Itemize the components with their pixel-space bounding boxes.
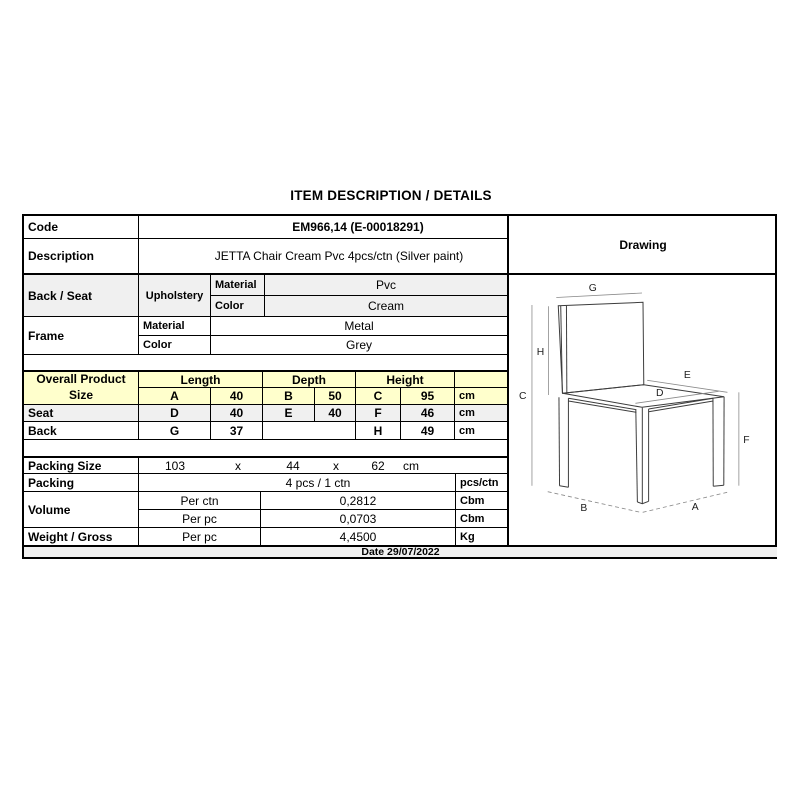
seat-height-key: F xyxy=(355,404,400,421)
back-seat-material-label: Material xyxy=(210,273,264,295)
dim-line-D xyxy=(635,391,718,403)
volume-per-ctn-label: Per ctn xyxy=(138,491,260,509)
back-seat-color-label: Color xyxy=(210,295,264,316)
volume-per-pc-unit: Cbm xyxy=(455,509,507,527)
unit-header-empty xyxy=(454,370,507,387)
back-height-key: H xyxy=(355,421,400,439)
volume-per-pc-label: Per pc xyxy=(138,509,260,527)
packing-unit: pcs/ctn xyxy=(455,473,507,491)
length-header: Length xyxy=(138,370,262,387)
item-details-table xyxy=(22,214,777,559)
seat-length-value: 40 xyxy=(210,404,262,421)
back-row-label: Back xyxy=(24,421,138,439)
overall-height-key: C xyxy=(355,387,400,404)
packing-size-label: Packing Size xyxy=(24,456,138,473)
volume-label: Volume xyxy=(24,491,138,527)
overall-length-key: A xyxy=(138,387,210,404)
date-row: Date 29/07/2022 xyxy=(24,545,777,557)
overall-height-value: 95 xyxy=(400,387,454,404)
frame-color-label: Color xyxy=(138,335,210,354)
packing-size-part: 62 xyxy=(371,458,385,473)
dim-label-D: D xyxy=(656,387,664,400)
chair-drawing xyxy=(509,274,777,546)
weight-value: 4,4500 xyxy=(260,527,455,545)
packing-size-part: x xyxy=(333,458,339,473)
overall-unit: cm xyxy=(454,387,507,404)
spacer-row-1 xyxy=(24,354,507,370)
weight-per-label: Per pc xyxy=(138,527,260,545)
height-header: Height xyxy=(355,370,454,387)
dim-label-H: H xyxy=(536,346,545,359)
back-length-value: 37 xyxy=(210,421,262,439)
description-label: Description xyxy=(24,238,138,273)
dim-label-B: B xyxy=(580,502,588,515)
back-height-value: 49 xyxy=(400,421,454,439)
chair-outline xyxy=(558,302,724,503)
packing-size-part: 103 xyxy=(164,458,186,473)
spacer-row-2 xyxy=(24,439,507,456)
code-label: Code xyxy=(28,220,58,234)
volume-per-ctn-value: 0,2812 xyxy=(260,491,455,509)
packing-label: Packing xyxy=(24,473,138,491)
dim-line-G xyxy=(556,293,642,298)
dim-line-B xyxy=(548,492,641,513)
page-title: ITEM DESCRIPTION / DETAILS xyxy=(290,188,492,203)
volume-per-pc-value: 0,0703 xyxy=(260,509,455,527)
back-seat-label: Back / Seat xyxy=(24,273,138,316)
seat-depth-value: 40 xyxy=(314,404,355,421)
back-seat-material-value: Pvc xyxy=(264,273,507,295)
overall-size-label: Overall Product Size xyxy=(24,370,138,404)
back-seat-color-value: Cream xyxy=(264,295,507,316)
packing-size-part: cm xyxy=(403,458,419,473)
depth-header: Depth xyxy=(262,370,355,387)
weight-unit: Kg xyxy=(455,527,507,545)
back-length-key: G xyxy=(138,421,210,439)
dim-label-A: A xyxy=(691,501,699,514)
dim-line-A xyxy=(643,492,729,512)
frame-material-label: Material xyxy=(138,316,210,335)
dim-label-E: E xyxy=(683,369,691,382)
packing-size-part: 44 xyxy=(286,458,300,473)
upholstery-label: Upholstery xyxy=(138,273,210,316)
dim-label-C: C xyxy=(519,390,527,403)
seat-unit: cm xyxy=(454,404,507,421)
drawing-header: Drawing xyxy=(507,216,777,273)
dim-label-G: G xyxy=(588,282,597,295)
seat-length-key: D xyxy=(138,404,210,421)
back-depth-empty xyxy=(262,421,355,439)
seat-depth-key: E xyxy=(262,404,314,421)
seat-height-value: 46 xyxy=(400,404,454,421)
packing-value: 4 pcs / 1 ctn xyxy=(138,473,455,491)
packing-size-values xyxy=(138,456,507,473)
packing-size-part: x xyxy=(235,458,241,473)
volume-per-ctn-unit: Cbm xyxy=(455,491,507,509)
back-unit: cm xyxy=(454,421,507,439)
weight-label: Weight / Gross xyxy=(24,527,138,545)
overall-depth-key: B xyxy=(262,387,314,404)
overall-length-value: 40 xyxy=(210,387,262,404)
overall-depth-value: 50 xyxy=(314,387,355,404)
frame-label: Frame xyxy=(24,316,138,354)
seat-row-label: Seat xyxy=(24,404,138,421)
dimension-labels xyxy=(519,283,750,514)
dimension-lines xyxy=(532,293,739,515)
description-value: JETTA Chair Cream Pvc 4pcs/ctn (Silver paint) xyxy=(138,238,507,273)
code-value: EM966,14 (E-00018291) xyxy=(138,216,507,238)
frame-color-value: Grey xyxy=(210,335,507,354)
drawing-area xyxy=(507,273,777,545)
frame-material-value: Metal xyxy=(210,316,507,335)
dim-label-F: F xyxy=(743,434,750,447)
